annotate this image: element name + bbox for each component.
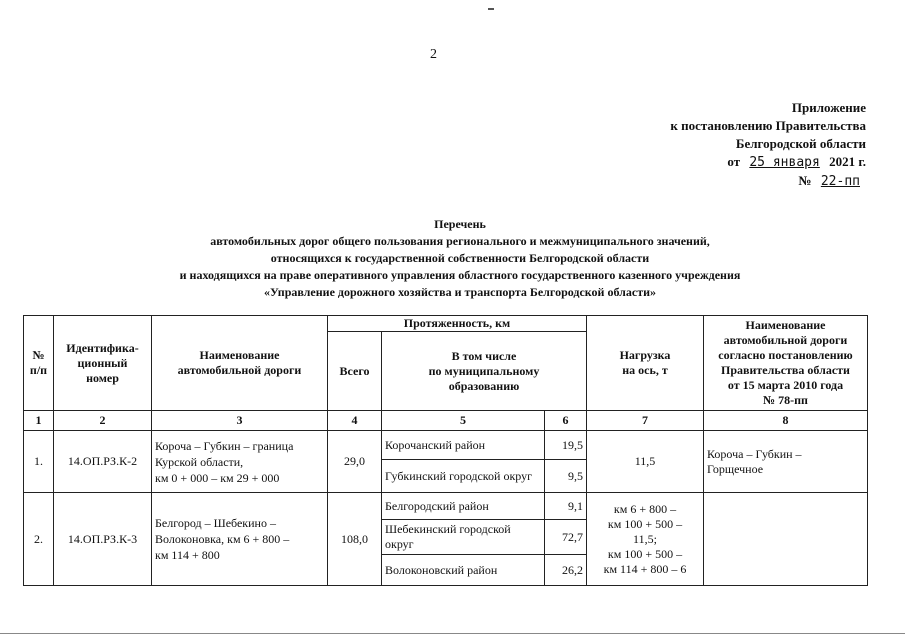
row2-old-name xyxy=(704,493,868,586)
col-num-6: 6 xyxy=(545,411,587,431)
header-incl: В том числе по муниципальному образованию xyxy=(382,332,587,411)
row2-sub1-km: 9,1 xyxy=(545,493,587,520)
appendix-number xyxy=(600,172,866,191)
row2-total: 108,0 xyxy=(328,493,382,586)
header-length: Протяженность, км xyxy=(328,316,587,332)
row1-name: Короча – Губкин – граница Курской области, км 0 + 000 – км 29 + 000 xyxy=(152,431,328,493)
header-num: № п/п xyxy=(24,316,54,411)
scan-mark xyxy=(488,8,494,10)
document-title xyxy=(60,216,860,301)
header-id: Идентифика- ционный номер xyxy=(54,316,152,411)
col-num-7: 7 xyxy=(587,411,704,431)
date-value: 25 января xyxy=(749,155,820,170)
row2-sub1-district: Белгородский район xyxy=(382,493,545,520)
row1-sub1-district: Корочанский район xyxy=(382,431,545,460)
appendix-line1: Приложение xyxy=(791,100,866,115)
table-row xyxy=(24,493,868,520)
row1-sub1-km: 19,5 xyxy=(545,431,587,460)
date-suffix: 2021 г. xyxy=(829,154,866,169)
col-num-8: 8 xyxy=(704,411,868,431)
row2-name: Белгород – Шебекино – Волоконовка, км 6 + 800 – км 114 + 800 xyxy=(152,493,328,586)
col-num-5: 5 xyxy=(382,411,545,431)
table-row xyxy=(24,431,868,460)
row1-num: 1. xyxy=(24,431,54,493)
title-line3: относящихся к государственной собственности Белгородской области xyxy=(270,251,650,265)
header-load: Нагрузка на ось, т xyxy=(587,316,704,411)
roads-table xyxy=(23,315,868,586)
date-prefix: от xyxy=(727,154,741,169)
row2-num: 2. xyxy=(24,493,54,586)
row1-old-name: Короча – Губкин – Горщечное xyxy=(704,431,868,493)
row2-load: км 6 + 800 – км 100 + 500 – 11,5; км 100 + 500 – км 114 + 800 – 6 xyxy=(587,493,704,586)
col-num-2: 2 xyxy=(54,411,152,431)
appendix-line2: к постановлению Правительства xyxy=(670,118,866,133)
row1-load: 11,5 xyxy=(587,431,704,493)
header-old-name: Наименование автомобильной дороги согласно постановлению Правительства области от 15 марта 2010 года № 78-пп xyxy=(704,316,868,411)
page-number: 2 xyxy=(430,47,437,62)
number-prefix: № xyxy=(798,173,812,188)
col-num-3: 3 xyxy=(152,411,328,431)
appendix-date xyxy=(600,153,866,172)
title-line5: «Управление дорожного хозяйства и транспорта Белгородской области» xyxy=(263,285,657,299)
row1-sub2-km: 9,5 xyxy=(545,460,587,493)
row2-id: 14.ОП.РЗ.К-3 xyxy=(54,493,152,586)
row2-sub3-district: Волоконовский район xyxy=(382,555,545,586)
header-name: Наименование автомобильной дороги xyxy=(152,316,328,411)
row2-sub3-km: 26,2 xyxy=(545,555,587,586)
appendix-line3: Белгородской области xyxy=(735,136,866,151)
row1-total: 29,0 xyxy=(328,431,382,493)
page-edge-line xyxy=(0,633,905,634)
appendix-block xyxy=(600,99,866,191)
number-value: 22-пп xyxy=(820,174,860,189)
row2-sub2-km: 72,7 xyxy=(545,520,587,555)
col-num-1: 1 xyxy=(24,411,54,431)
title-line1: Перечень xyxy=(434,217,486,231)
row1-id: 14.ОП.РЗ.К-2 xyxy=(54,431,152,493)
row1-sub2-district: Губкинский городской округ xyxy=(382,460,545,493)
row2-sub2-district: Шебекинский городской округ xyxy=(382,520,545,555)
col-num-4: 4 xyxy=(328,411,382,431)
header-total: Всего xyxy=(328,332,382,411)
title-line4: и находящихся на праве оперативного управления областного государственного казенного учреждения xyxy=(179,268,741,282)
title-line2: автомобильных дорог общего пользования регионального и межмуниципального значений, xyxy=(210,234,710,248)
